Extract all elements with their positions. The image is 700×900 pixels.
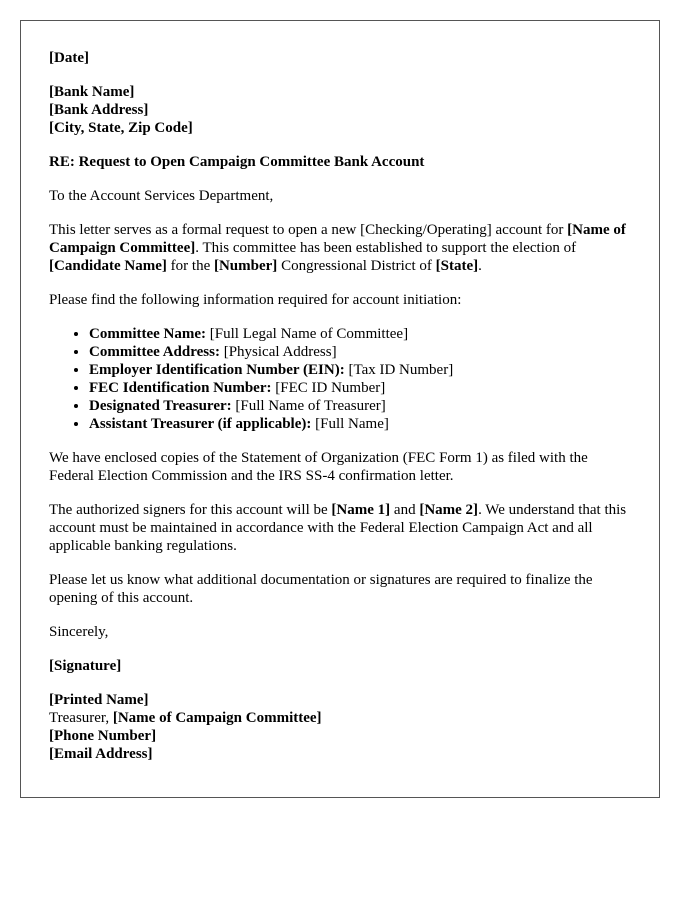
info-value: [Full Name of Treasurer] [231,398,386,414]
info-list [49,325,631,433]
signature-placeholder: [Signature] [49,658,122,674]
paragraph-request-text-1: This letter serves as a formal request to open a new [Checking/Operating] account for [49,222,568,238]
sign-off: Sincerely, [49,624,109,640]
paragraph-enclosed: We have enclosed copies of the Statement of Organization (FEC Form 1) as filed with the Federal Election Commission and the IRS SS-4 confirmation letter. [49,450,588,484]
salutation: To the Account Services Department, [49,188,274,204]
info-label: Committee Address: [89,344,220,360]
signer-title-prefix: Treasurer, [49,710,113,726]
printed-name: [Printed Name] [49,692,149,708]
paragraph-signers-text-3: . We understand that this account must be maintained in accordance with the Federal Election Campaign Act and all applicable banking regulations. [49,502,627,554]
phone-number: [Phone Number] [49,728,157,744]
info-label: FEC Identification Number: [89,380,272,396]
paragraph-request-text-3: for the [166,258,214,274]
list-item [89,397,631,415]
signature-line [49,657,631,675]
info-value: [Tax ID Number] [344,362,454,378]
paragraph-request-text-5: . [478,258,482,274]
info-label: Committee Name: [89,326,207,342]
paragraph-signers-text-1: The authorized signers for this account will be [49,502,332,518]
list-item [89,379,631,397]
info-value: [Full Legal Name of Committee] [206,326,409,342]
list-item [89,415,631,433]
bank-city-state-zip: [City, State, Zip Code] [49,120,193,136]
date: [Date] [49,50,89,66]
signer-committee: [Name of Campaign Committee] [112,710,322,726]
info-value: [Physical Address] [219,344,337,360]
district-number-placeholder: [Number] [213,258,278,274]
bank-name: [Bank Name] [49,84,135,100]
state-placeholder: [State] [435,258,479,274]
subject-line [49,153,631,171]
info-value: [FEC ID Number] [271,380,386,396]
list-item [89,361,631,379]
paragraph-signers-text-2: and [390,502,420,518]
email-address: [Email Address] [49,746,153,762]
signer-block [49,691,631,763]
info-label: Assistant Treasurer (if applicable): [89,416,312,432]
info-label: Employer Identification Number (EIN): [89,362,345,378]
paragraph-request-text-4: Congressional District of [277,258,436,274]
committee-name-placeholder: [Name of Campaign Committee] [49,222,626,256]
candidate-name-placeholder: [Candidate Name] [49,258,167,274]
list-item [89,325,631,343]
date-line [49,49,631,67]
info-intro: Please find the following information required for account initiation: [49,292,462,308]
bank-address-block [49,83,631,137]
paragraph-request [49,221,631,275]
bank-address: [Bank Address] [49,102,149,118]
signer-title [49,709,631,727]
subject: RE: Request to Open Campaign Committee Bank Account [49,154,425,170]
signer-1-placeholder: [Name 1] [331,502,391,518]
paragraph-request-text-2: . This committee has been established to support the election of [195,240,577,256]
paragraph-signers [49,501,631,555]
list-item [89,343,631,361]
paragraph-closing: Please let us know what additional documentation or signatures are required to finalize the opening of this account. [49,572,593,606]
signer-2-placeholder: [Name 2] [419,502,479,518]
info-value: [Full Name] [311,416,389,432]
info-label: Designated Treasurer: [89,398,232,414]
letter-page [20,20,660,798]
